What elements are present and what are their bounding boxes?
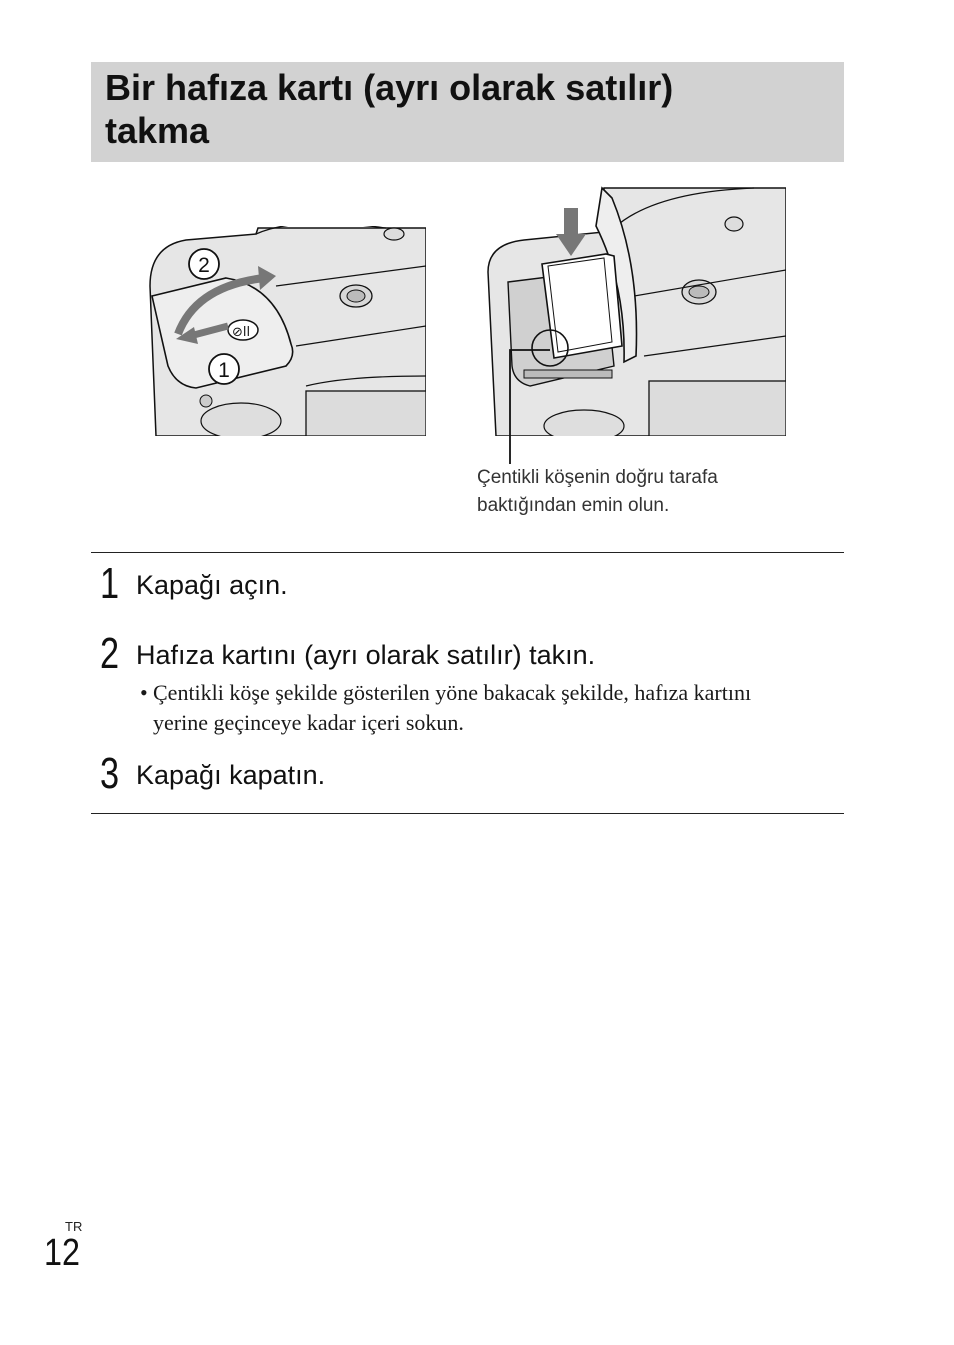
notch-caption-line2: baktığından emin olun. <box>477 495 670 516</box>
note-line1: Çentikli köşe şekilde gösterilen yöne bakacak şekilde, hafıza kartını <box>153 680 752 705</box>
section-title <box>105 66 830 152</box>
step-3-number: 3 <box>100 749 120 798</box>
callout-1-label: 1 <box>218 359 230 382</box>
section-title-band <box>91 62 844 162</box>
step-1-text: Kapağı açın. <box>136 570 288 600</box>
page-language-code: TR <box>65 1219 83 1234</box>
step-2-number: 2 <box>100 629 120 678</box>
step-3-text: Kapağı kapatın. <box>136 760 326 790</box>
section-title-line2: takma <box>105 110 210 151</box>
section-title-line1: Bir hafıza kartı (ayrı olarak satılır) <box>105 67 674 108</box>
step-2-note <box>140 678 840 738</box>
caption-leader-line <box>506 348 566 466</box>
step-1-number: 1 <box>100 559 120 608</box>
camera-cover-drawing <box>146 226 426 436</box>
note-line2: yerine geçinceye kadar içeri sokun. <box>153 710 464 735</box>
note-bullet: • <box>140 680 148 705</box>
notch-caption-line1: Çentikli köşenin doğru tarafa <box>477 467 718 488</box>
callout-2-label: 2 <box>198 254 210 277</box>
steps-top-divider <box>91 552 844 553</box>
notch-caption <box>477 464 797 520</box>
step-2-text: Hafıza kartını (ayrı olarak satılır) takın. <box>136 640 596 670</box>
svg-text:⊘ll: ⊘ll <box>232 325 251 340</box>
steps-bottom-divider <box>91 813 844 814</box>
page-number: 12 <box>44 1232 80 1274</box>
illustration-open-cover <box>146 226 426 436</box>
